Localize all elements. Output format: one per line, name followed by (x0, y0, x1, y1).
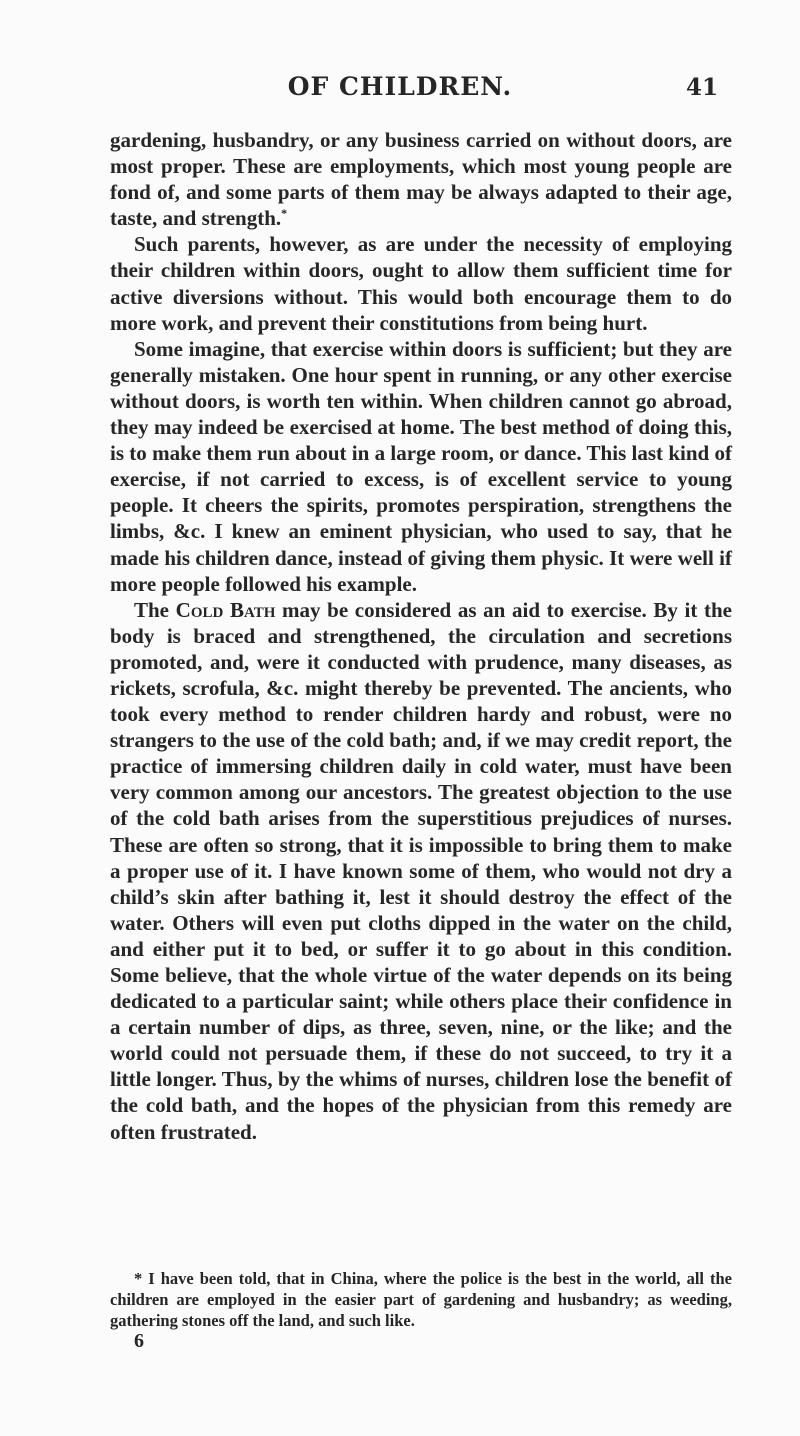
paragraph-1 (110, 127, 732, 231)
paragraph-4-lead: The (134, 597, 170, 622)
running-head: OF CHILDREN. (287, 72, 513, 101)
footnote-text: I have been told, that in China, where the police is the best in the world, all the children are employed in the easier part of gardening and husbandry; as weeding, gathering stones off the land, and such like. (110, 1269, 733, 1330)
signature-mark: 6 (134, 1330, 144, 1352)
page-header (0, 72, 800, 108)
cold-bath-term: Cold Bath (175, 597, 276, 622)
paragraph-3: Some imagine, that exercise within doors is sufficient; but they are generally mistaken. One hour spent in running, or any other exercise without doors, is worth ten within. When children cannot go abroad, they may indeed be exercised at home. The best method of doing this, is to make them run about in a large room, or dance. This last kind of exercise, if not carried to excess, is of excellent service to young people. It cheers the spirits, promotes perspiration, strengthens the limbs, &c. I knew an eminent physician, who used to say, that he made his children dance, instead of giving them physic. It were well if more people followed his example. (110, 336, 732, 596)
footnote-paragraph (110, 1268, 732, 1331)
footnote-mark: * (134, 1269, 143, 1288)
paragraph-4-text: may be considered as an aid to exercise. By it the body is braced and strengthened, the circulation and secretions promoted, and, were it conducted with prudence, many diseases, as rickets, scrofula, &c. might thereby be prevented. The ancients, who took every method to render children hardy and robust, were no strangers to the use of the cold bath; and, if we may credit report, the practice of immersing children daily in cold water, must have been very common among our ancestors. The greatest objection to the use of the cold bath arises from the superstitious prejudices of nurses. These are often so strong, that it is impossible to bring them to make a proper use of it. I have known some of them, who would not dry a child’s skin after bathing it, lest it should destroy the effect of the water. Others will even put cloths dipped in the water on the child, and either put it to bed, or suffer it to go about in this condition. Some believe, that the whole virtue of the water depends on its being dedicated to a particular saint; while others place their confidence in a certain number of dips, as three, seven, nine, or the like; and the world could not persuade them, if these do not succeed, to try it a little longer. Thus, by the whims of nurses, children lose the benefit of the cold bath, and the hopes of the physician from this remedy are often frustrated. (110, 597, 733, 1144)
page-number: 41 (685, 74, 718, 101)
paragraph-4 (110, 597, 732, 1145)
paragraph-1-text: gardening, husbandry, or any business carried on without doors, are most proper. These are employments, which most young people are fond of, and some parts of them may be always adapted to their age, taste, and strength. (110, 128, 732, 231)
body-text (110, 127, 732, 1145)
paragraph-2: Such parents, however, as are under the necessity of employing their children within doors, ought to allow them sufficient time for active diversions without. This would both encourage them to do more work, and prevent their constitutions from being hurt. (110, 232, 732, 335)
footnote-reference: * (281, 206, 288, 221)
footnote (110, 1268, 732, 1331)
